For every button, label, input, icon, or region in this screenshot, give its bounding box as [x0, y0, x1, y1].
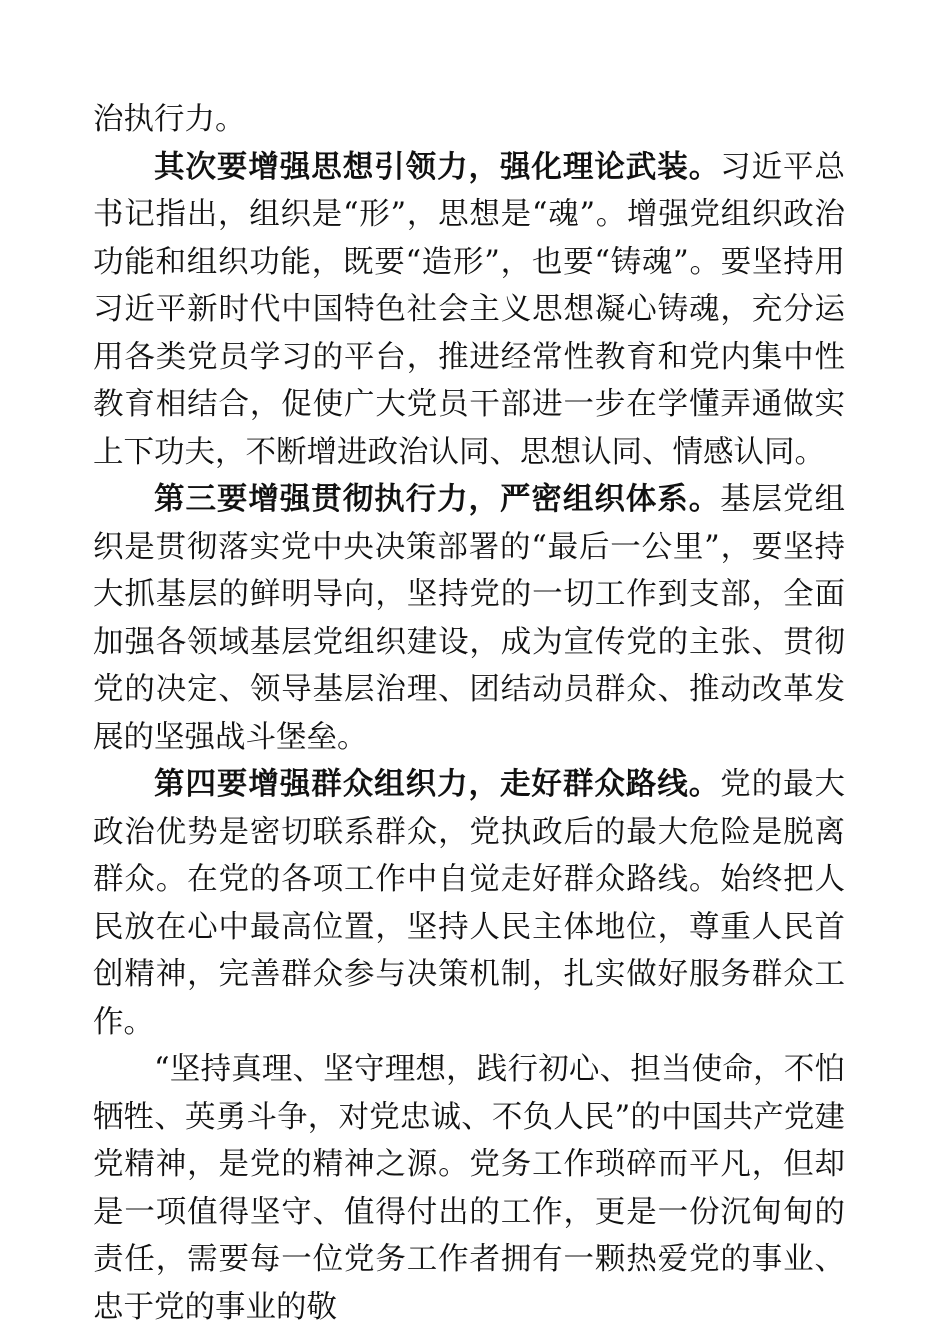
paragraph-heading: 第四要增强群众组织力，走好群众路线。 — [154, 766, 721, 802]
paragraph-text: 习近平总书记指出，组织是“形”，思想是“魂”。增强党组织政治功能和组织功能，既要“造形”，也要“铸魂”。要坚持用习近平新时代中国特色社会主义思想凝心铸魂，充分运用各类党员学习的平台，推进经常性教育和党内集中性教育相结合，促使广大党员干部进一步在学懂弄通做实上下功夫，不断增进政治认同、思想认同、情感认同。 — [93, 149, 846, 470]
paragraph-text: 治执行力。 — [93, 102, 246, 137]
paragraph-party-spirit — [93, 1046, 845, 1331]
paragraph-mass-organization — [93, 761, 845, 1046]
paragraph-text: “坚持真理、坚守理想，践行初心、担当使命，不怕牺牲、英勇斗争，对党忠诚、不负人民”的中国共产党建党精神，是党的精神之源。党务工作琐碎而平凡，但却是一项值得坚守、值得付出的工作，更是一份沉甸甸的责任，需要每一位党务工作者拥有一颗热爱党的事业、忠于党的事业的敬 — [93, 1052, 845, 1325]
paragraph-implementation — [93, 476, 845, 761]
paragraph-heading: 第三要增强贯彻执行力，严密组织体系。 — [154, 481, 721, 517]
paragraph-text: 党的最大政治优势是密切联系群众，党执政后的最大危险是脱离群众。在党的各项工作中自觉走好群众路线。始终把人民放在心中最高位置，坚持人民主体地位，尊重人民首创精神，完善群众参与决策机制，扎实做好服务群众工作。 — [93, 767, 846, 1040]
paragraph-ideological-leadership — [93, 144, 845, 477]
paragraph-heading: 其次要增强思想引领力，强化理论武装。 — [154, 148, 721, 185]
paragraph-continuation — [93, 96, 845, 144]
document-page — [93, 96, 845, 1331]
paragraph-text: 基层党组织是贯彻落实党中央决策部署的“最后一公里”，要坚持大抓基层的鲜明导向，坚持党的一切工作到支部，全面加强各领域基层党组织建设，成为宣传党的主张、贯彻党的决定、领导基层治理、团结动员群众、推动改革发展的坚强战斗堡垒。 — [93, 482, 846, 755]
